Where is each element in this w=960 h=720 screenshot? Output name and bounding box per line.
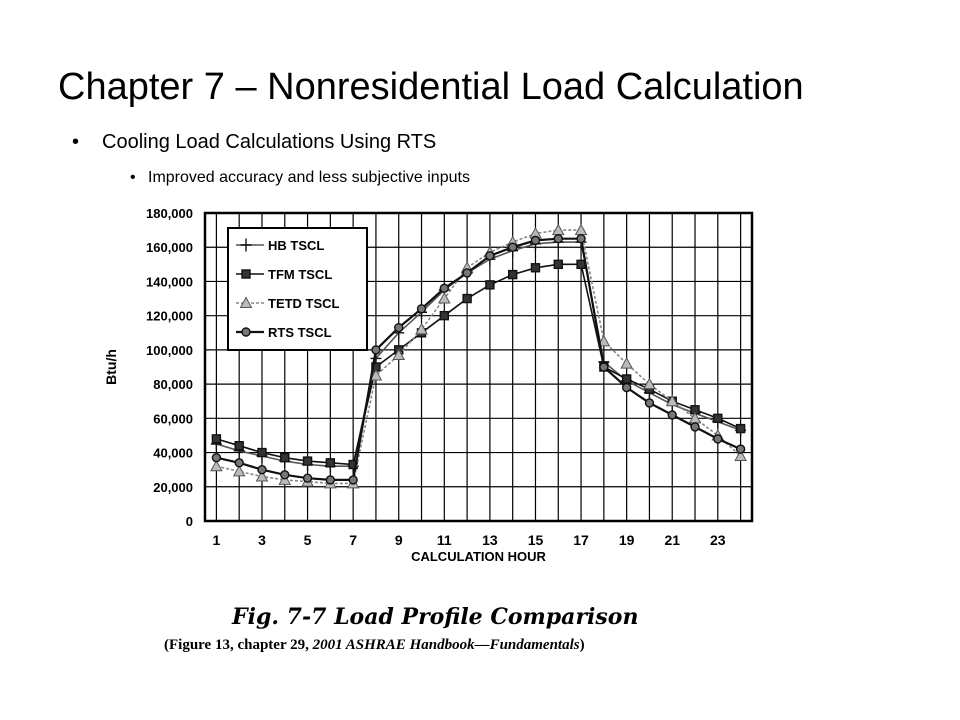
data-point-tfm-tscl [486,281,494,289]
data-point-rts-tscl [691,423,699,431]
x-tick-label: 1 [212,532,221,548]
data-point-rts-tscl [212,454,220,462]
data-point-rts-tscl [326,476,334,484]
y-tick-label: 20,000 [153,479,193,495]
data-point-rts-tscl [714,435,722,443]
data-point-rts-tscl [463,269,471,277]
legend-label-tetd-tscl: TETD TSCL [268,296,340,311]
data-point-tfm-tscl [440,312,448,320]
data-point-rts-tscl [531,236,539,244]
y-tick-label: 180,000 [146,206,193,221]
data-point-rts-tscl [623,384,631,392]
y-tick-label: 40,000 [153,445,193,461]
bullet-text-sub: Improved accuracy and less subjective inputs [148,169,470,186]
x-tick-label: 9 [394,532,403,548]
x-tick-label: 17 [573,532,589,548]
data-point-tfm-tscl [577,260,585,268]
data-point-tfm-tscl [304,457,312,465]
y-tick-label: 120,000 [146,308,193,324]
data-point-tfm-tscl [623,375,631,383]
x-tick-label: 7 [349,532,358,548]
data-point-tfm-tscl [235,442,243,450]
data-point-tetd-tscl [576,225,587,235]
data-point-tfm-tscl [463,295,471,303]
data-point-tetd-tscl [553,225,564,235]
data-point-rts-tscl [509,243,517,251]
data-point-tfm-tscl [531,264,539,272]
x-tick-label: 19 [618,532,635,548]
data-point-tfm-tscl [737,425,745,433]
caption-source-prefix: (Figure 13, chapter 29, [164,637,313,653]
data-point-rts-tscl [600,363,608,371]
data-point-rts-tscl [440,284,448,292]
legend-marker-tfm-tscl [242,270,250,278]
data-point-tfm-tscl [212,435,220,443]
data-point-rts-tscl [554,235,562,243]
data-point-rts-tscl [737,445,745,453]
bullet-mark: • [72,131,80,153]
y-tick-label: 160,000 [146,240,193,256]
bullet-text: Cooling Load Calculations Using RTS [102,131,437,153]
data-point-rts-tscl [486,252,494,260]
y-tick-label: 100,000 [146,342,193,358]
y-tick-label: 80,000 [153,377,193,393]
legend-label-tfm-tscl: TFM TSCL [268,267,333,282]
data-point-rts-tscl [258,466,266,474]
y-tick-label: 140,000 [146,274,193,290]
data-point-rts-tscl [349,476,357,484]
x-tick-label: 3 [258,532,266,548]
x-tick-label: 5 [303,532,312,548]
slide-title: Chapter 7 – Nonresidential Load Calculation [58,66,804,108]
data-point-tfm-tscl [714,414,722,422]
x-axis-label: CALCULATION HOUR [411,549,546,564]
x-tick-label: 23 [710,532,726,548]
y-axis-label: Btu/h [103,349,119,385]
data-point-rts-tscl [372,346,380,354]
data-point-rts-tscl [577,235,585,243]
figure-caption-source [164,637,585,654]
data-point-tfm-tscl [554,260,562,268]
data-point-tfm-tscl [326,459,334,467]
data-point-tfm-tscl [281,454,289,462]
data-point-rts-tscl [281,471,289,479]
data-point-rts-tscl [668,411,676,419]
bullet-mark-sub: • [130,169,136,186]
x-tick-label: 21 [664,532,681,548]
data-point-rts-tscl [304,474,312,482]
data-point-tfm-tscl [258,449,266,457]
x-tick-label: 13 [482,532,498,548]
legend-label-rts-tscl: RTS TSCL [268,325,332,340]
caption-source-suffix: ) [579,637,585,653]
figure-caption-title: Fig. 7-7 Load Profile Comparison [232,604,639,630]
chart-legend [228,228,367,350]
x-tick-label: 15 [527,532,544,548]
data-point-rts-tscl [395,324,403,332]
y-tick-label: 0 [185,514,193,529]
caption-source-italic: 2001 ASHRAE Handbook—Fundamentals [312,637,580,653]
y-tick-label: 60,000 [153,411,193,427]
data-point-rts-tscl [645,399,653,407]
x-tick-label: 11 [436,532,452,548]
legend-marker-rts-tscl [242,328,250,336]
legend-label-hb-tscl: HB TSCL [268,238,325,253]
data-point-rts-tscl [418,305,426,313]
data-point-tfm-tscl [509,271,517,279]
data-point-rts-tscl [235,459,243,467]
